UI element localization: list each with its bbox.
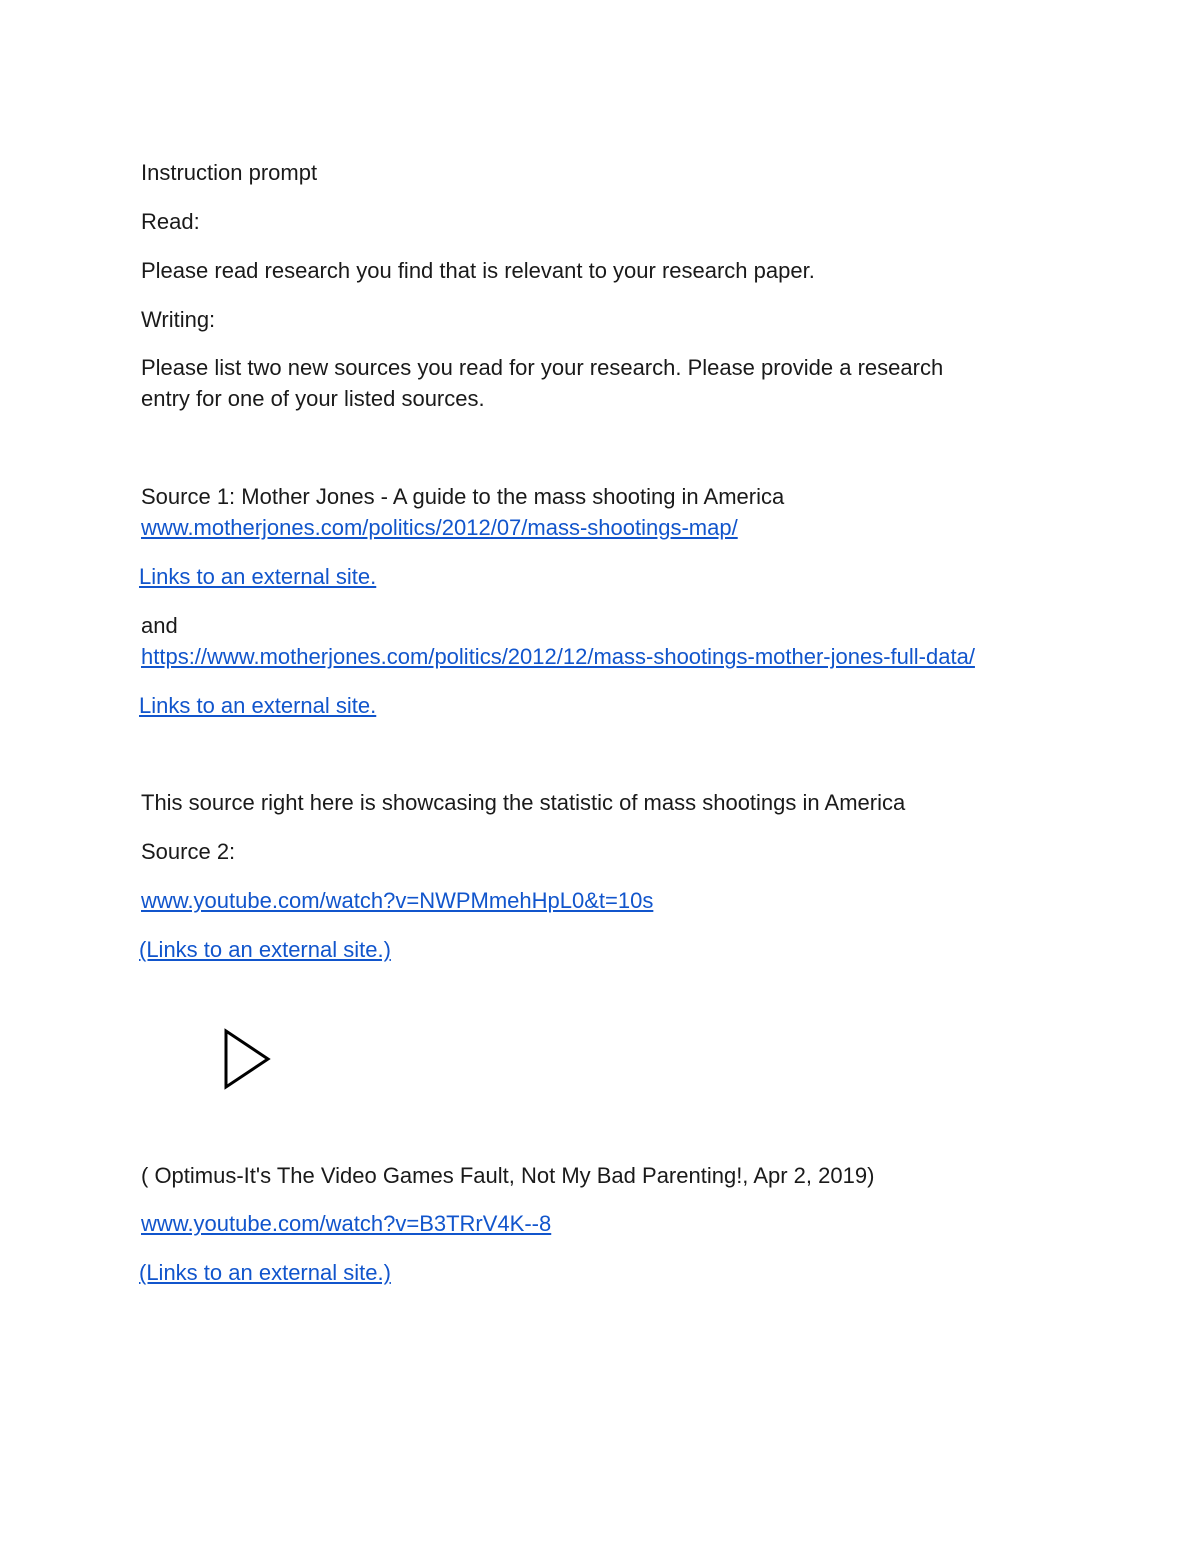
source1-link-map[interactable]: www.motherjones.com/politics/2012/07/mass-shootings-map/	[141, 515, 738, 540]
and-text: and	[141, 613, 178, 638]
source1-description: This source right here is showcasing the statistic of mass shootings in America	[141, 790, 906, 815]
source1-external-link-1[interactable]: Links to an external site.	[139, 564, 377, 589]
read-instruction: Please read research you find that is relevant to your research paper.	[141, 258, 815, 283]
source2-title: Source 2:	[141, 839, 236, 864]
source1-external-link-2[interactable]: Links to an external site.	[139, 693, 377, 718]
writing-label: Writing:	[141, 307, 216, 332]
page-heading: Instruction prompt	[141, 160, 318, 185]
source1-link-full-data[interactable]: https://www.motherjones.com/politics/2012/12/mass-shootings-mother-jones-full-data/	[141, 644, 975, 669]
play-icon[interactable]	[222, 1027, 272, 1091]
writing-instruction-line2: entry for one of your listed sources.	[141, 386, 485, 411]
writing-instruction-line1: Please list two new sources you read for your research. Please provide a research	[141, 355, 944, 380]
source2-link-video-2[interactable]: www.youtube.com/watch?v=B3TRrV4K--8	[141, 1211, 552, 1236]
source1-title: Source 1: Mother Jones - A guide to the mass shooting in America	[141, 484, 785, 509]
source2-link-video-1[interactable]: www.youtube.com/watch?v=NWPMmehHpL0&t=10s	[141, 888, 654, 913]
read-label: Read:	[141, 209, 200, 234]
video-caption: ( Optimus-It's The Video Games Fault, Not My Bad Parenting!, Apr 2, 2019)	[141, 1163, 875, 1188]
source2-external-link-2[interactable]: (Links to an external site.)	[139, 1260, 391, 1285]
source2-external-link-1[interactable]: (Links to an external site.)	[139, 937, 391, 962]
